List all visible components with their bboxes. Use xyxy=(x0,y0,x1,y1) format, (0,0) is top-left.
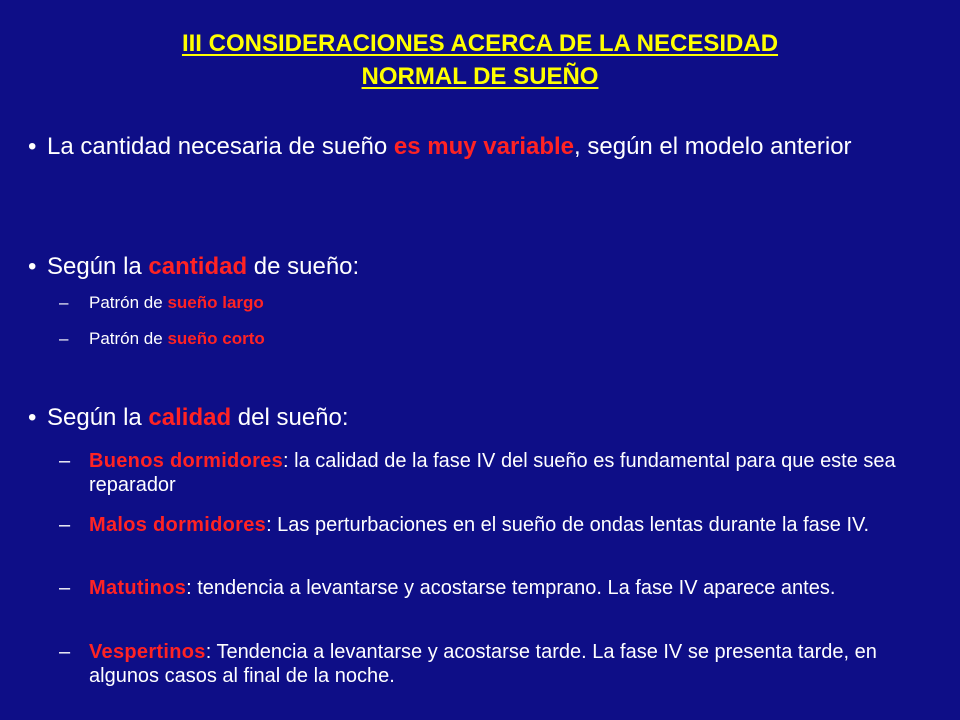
sub-text xyxy=(89,449,939,497)
sub-item-1 xyxy=(59,292,939,314)
sub-item-3 xyxy=(59,449,939,497)
bullet-1 xyxy=(28,132,928,162)
bullet-text-part: Según la xyxy=(47,253,149,280)
bullet-text xyxy=(47,252,928,282)
sub-marker: – xyxy=(59,577,71,599)
bullet-marker: • xyxy=(28,253,37,280)
sub-text xyxy=(89,292,939,314)
sub-text xyxy=(89,576,939,600)
sub-marker: – xyxy=(59,514,71,536)
sub-item-2 xyxy=(59,328,939,350)
sub-highlight: Vespertinos xyxy=(89,641,206,663)
sub-text-part: : tendencia a levantarse y acostarse temprano. La fase IV aparece antes. xyxy=(186,577,836,599)
bullet-highlight: calidad xyxy=(148,404,232,431)
sub-highlight: Buenos dormidores xyxy=(89,450,284,472)
sub-text-part: : la calidad de la fase IV del sueño es fundamental para que este sea reparador xyxy=(89,450,896,496)
bullet-marker: • xyxy=(28,404,37,431)
sub-highlight: sueño largo xyxy=(167,293,264,312)
bullet-text-part: del sueño: xyxy=(231,404,349,431)
sub-item-5 xyxy=(59,576,939,600)
sub-text xyxy=(89,640,939,688)
bullet-highlight: es muy variable xyxy=(393,133,575,160)
bullet-text-part: Según la xyxy=(47,404,149,431)
sub-highlight: Malos dormidores xyxy=(89,514,267,536)
title-line-1: III CONSIDERACIONES ACERCA DE LA NECESIDAD xyxy=(181,30,779,57)
bullet-text-part: , según el modelo anterior xyxy=(574,133,852,160)
title-line-2: NORMAL DE SUEÑO xyxy=(361,63,599,90)
sub-text-part: : Las perturbaciones en el sueño de ondas lentas durante la fase IV. xyxy=(266,514,870,536)
sub-text-part: Patrón de xyxy=(89,329,168,348)
bullet-text-part: La cantidad necesaria de sueño xyxy=(47,133,394,160)
sub-text-part: Patrón de xyxy=(89,293,168,312)
sub-highlight: sueño corto xyxy=(167,329,265,348)
bullet-3 xyxy=(28,403,928,433)
sub-marker: – xyxy=(59,641,71,663)
bullet-text xyxy=(47,403,928,433)
sub-item-4 xyxy=(59,513,939,537)
bullet-text xyxy=(47,132,928,162)
slide-title xyxy=(40,27,920,93)
sub-item-6 xyxy=(59,640,939,688)
sub-text xyxy=(89,513,939,537)
sub-marker: – xyxy=(59,293,69,312)
sub-highlight: Matutinos xyxy=(89,577,187,599)
bullet-text-part: de sueño: xyxy=(247,253,360,280)
sub-marker: – xyxy=(59,450,71,472)
sub-marker: – xyxy=(59,329,69,348)
bullet-2 xyxy=(28,252,928,282)
sub-text xyxy=(89,328,939,350)
sub-text-part: : Tendencia a levantarse y acostarse tarde. La fase IV se presenta tarde, en algunos casos al final de la noche. xyxy=(89,641,877,687)
bullet-highlight: cantidad xyxy=(148,253,248,280)
bullet-marker: • xyxy=(28,133,37,160)
